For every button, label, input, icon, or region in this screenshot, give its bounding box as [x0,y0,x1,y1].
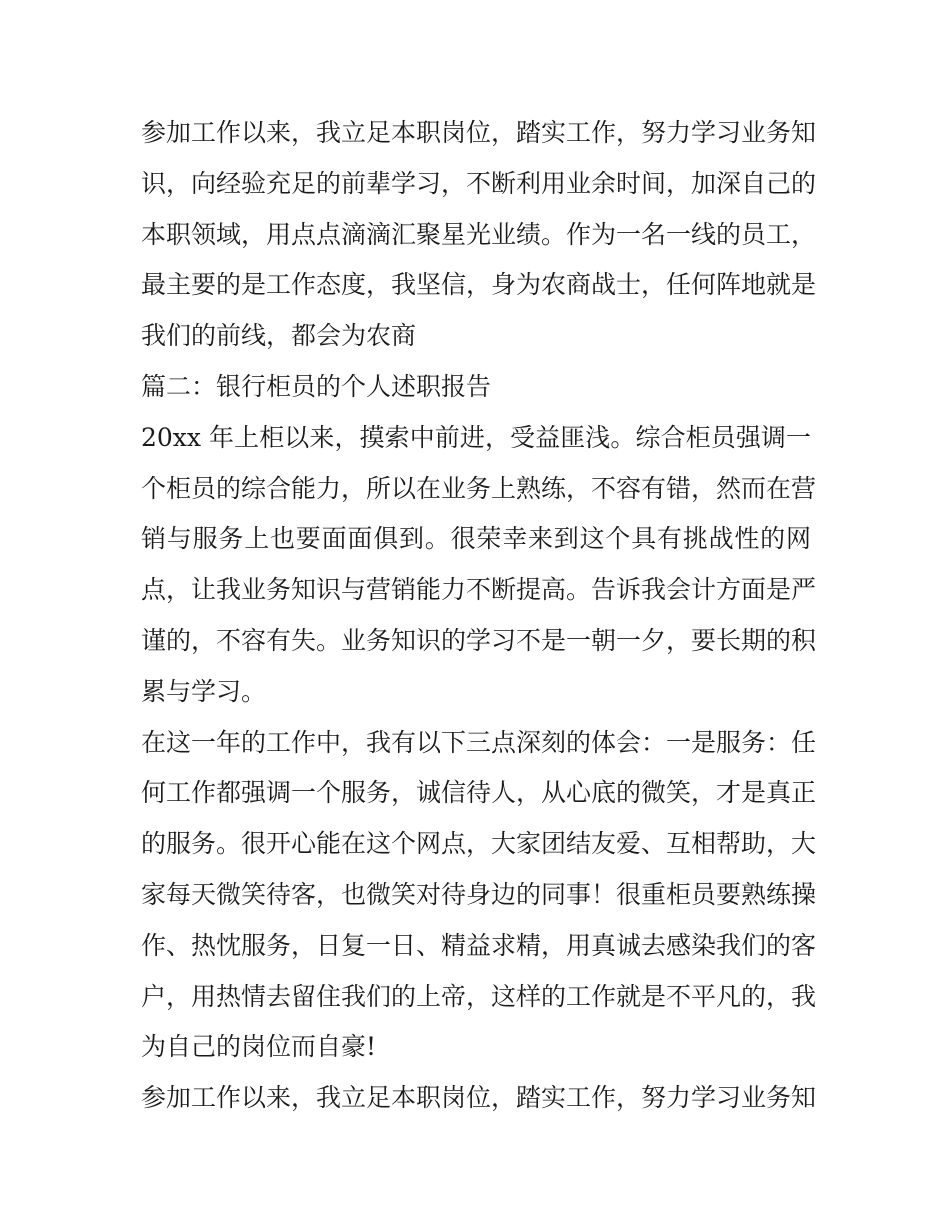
text-line: 销与服务上也要面面俱到。很荣幸来到这个具有挑战性的网 [141,524,811,554]
text-line: 个柜员的综合能力，所以在业务上熟练，不容有错，然而在营 [141,473,817,503]
text-line: 20xx 年上柜以来，摸索中前进，受益匪浅。综合柜员强调一 [141,422,811,452]
text-line: 谨的，不容有失。业务知识的学习不是一朝一夕，要长期的积 [141,625,817,655]
text-line: 识，向经验充足的前辈学习，不断利用业余时间，加深自己的 [141,168,817,198]
text-line: 点，让我业务知识与营销能力不断提高。告诉我会计方面是严 [141,575,817,605]
text-line: 何工作都强调一个服务，诚信待人，从心底的微笑，才是真正 [141,778,817,808]
text-line: 在这一年的工作中，我有以下三点深刻的体会：一是服务：任 [141,727,817,757]
text-line: 户，用热情去留住我们的上帝，这样的工作就是不平凡的，我 [141,981,817,1011]
text-line: 累与学习。 [141,676,267,706]
text-line: 篇二：银行柜员的个人述职报告 [141,371,492,401]
text-line: 作、热忱服务，日复一日、精益求精，用真诚去感染我们的客 [141,930,817,960]
text-line: 参加工作以来，我立足本职岗位，踏实工作，努力学习业务知 [141,1083,817,1113]
text-line: 本职领域，用点点滴滴汇聚星光业绩。作为一名一线的员工， [141,219,817,249]
text-line: 参加工作以来，我立足本职岗位，踏实工作，努力学习业务知 [141,118,817,147]
document-body [141,108,817,1124]
text-line: 最主要的是工作态度，我坚信，身为农商战士，任何阵地就是 [141,270,817,300]
text-line: 家每天微笑待客，也微笑对待身边的同事！很重柜员要熟练操 [141,879,817,909]
text-line: 我们的前线，都会为农商 [141,321,417,351]
text-line: 的服务。很开心能在这个网点，大家团结友爱、互相帮助，大 [141,829,817,859]
text-line: 为自己的岗位而自豪! [141,1032,377,1062]
